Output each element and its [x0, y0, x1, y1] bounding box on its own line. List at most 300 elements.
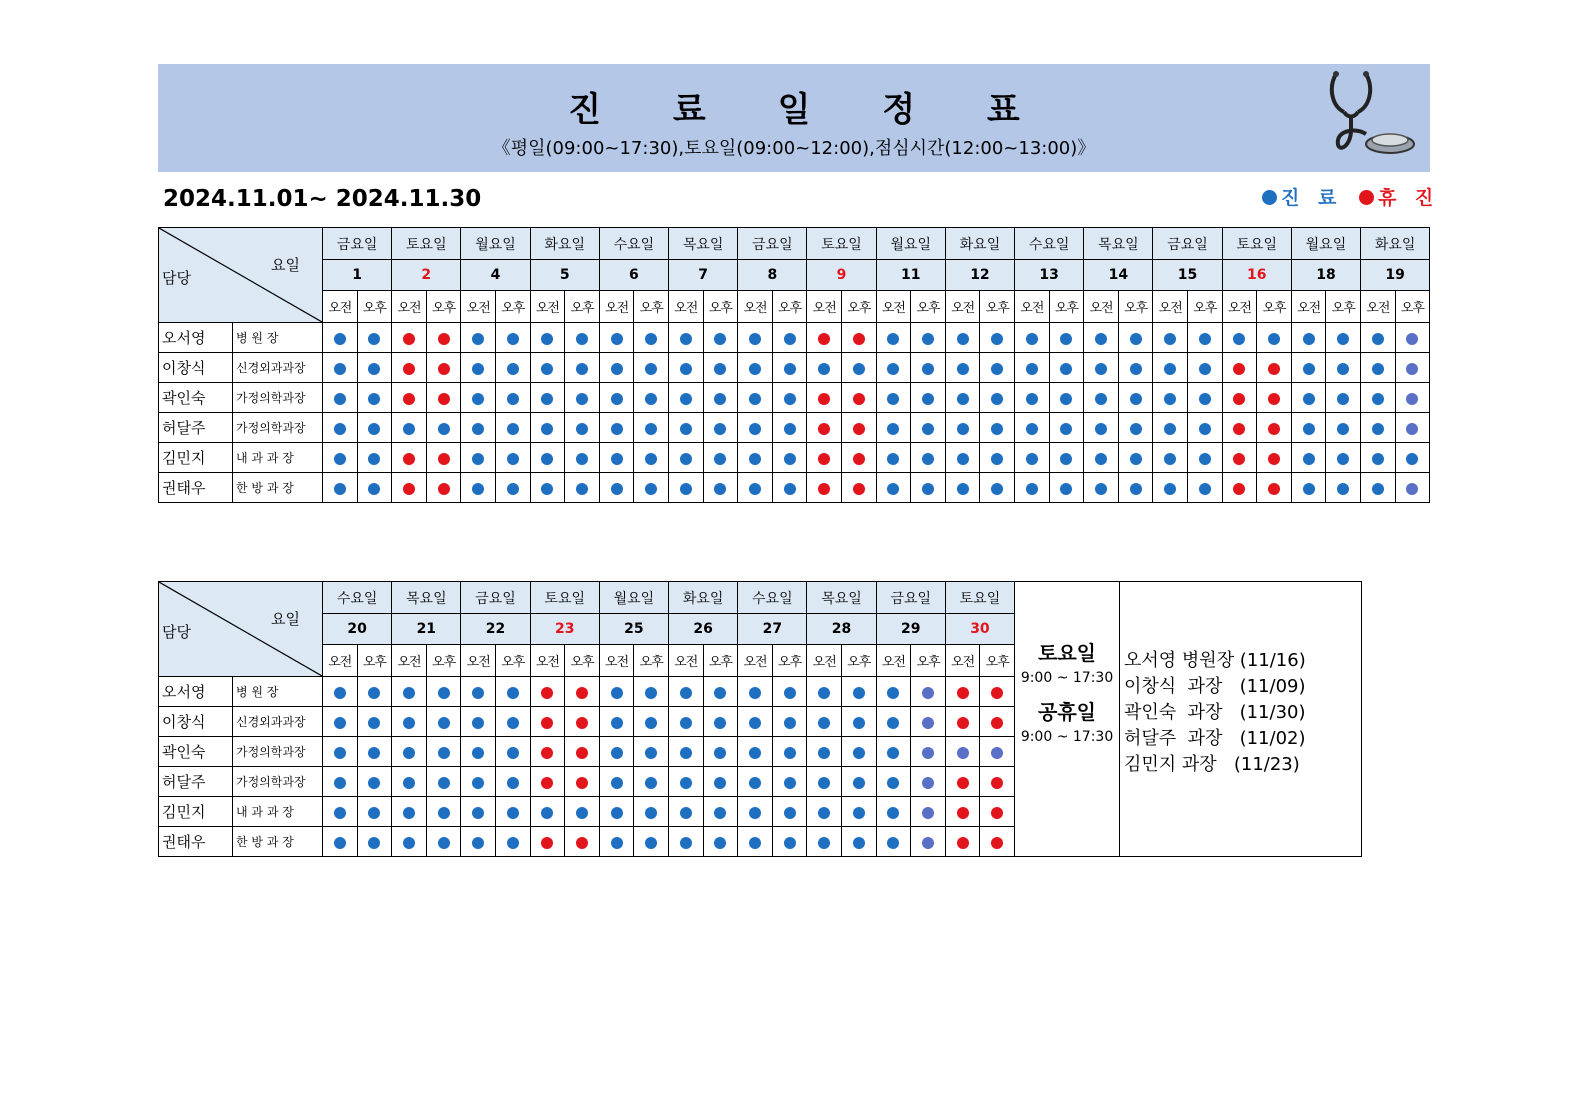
schedule-cell [1326, 443, 1361, 473]
weekday-header: 목요일 [807, 582, 876, 614]
schedule-cell [530, 443, 565, 473]
open-dot [680, 717, 692, 729]
open-dot [1406, 423, 1418, 435]
open-dot [922, 363, 934, 375]
schedule-cell [565, 353, 600, 383]
am-header: 오전 [1291, 291, 1326, 323]
open-dot [991, 363, 1003, 375]
schedule-cell [738, 353, 773, 383]
open-dot [368, 483, 380, 495]
open-dot [957, 363, 969, 375]
closed-dot [991, 777, 1003, 789]
open-dot [1406, 483, 1418, 495]
open-dot [1199, 423, 1211, 435]
closure-note: 곽인숙 과장 (11/30) [1124, 702, 1306, 723]
pm-header: 오후 [496, 291, 531, 323]
schedule-cell [496, 707, 531, 737]
schedule-cell [461, 473, 496, 503]
open-dot [1303, 453, 1315, 465]
doctor-name: 김민지 [159, 797, 233, 827]
schedule-cell [980, 827, 1015, 857]
schedule-cell [703, 413, 738, 443]
open-dot [1406, 363, 1418, 375]
open-dot [334, 807, 346, 819]
date-header: 20 [323, 614, 392, 645]
schedule-cell [599, 797, 634, 827]
open-dot [887, 807, 899, 819]
open-dot [611, 687, 623, 699]
closed-dot [541, 747, 553, 759]
date-header: 16 [1222, 260, 1291, 291]
am-header: 오전 [1084, 291, 1119, 323]
schedule-cell [842, 443, 877, 473]
open-dot [1164, 453, 1176, 465]
am-header: 오전 [945, 291, 980, 323]
open-dot [1303, 393, 1315, 405]
weekday-header: 화요일 [1361, 228, 1430, 260]
closed-dot [853, 453, 865, 465]
pm-header: 오후 [426, 645, 461, 677]
open-dot [887, 837, 899, 849]
open-dot [438, 423, 450, 435]
doctor-row [159, 383, 1430, 413]
open-dot [576, 453, 588, 465]
schedule-cell [530, 737, 565, 767]
schedule-cell [357, 353, 392, 383]
doctor-row [159, 443, 1430, 473]
open-dot [1026, 363, 1038, 375]
pm-header: 오후 [911, 291, 946, 323]
am-header: 오전 [669, 291, 704, 323]
open-dot [1095, 423, 1107, 435]
legend-closed-label: 휴 진 [1377, 187, 1440, 209]
open-dot [1262, 190, 1277, 205]
schedule-cell [669, 473, 704, 503]
schedule-cell [980, 473, 1015, 503]
schedule-cell [1326, 323, 1361, 353]
schedule-cell [565, 767, 600, 797]
pm-header: 오후 [496, 645, 531, 677]
schedule-cell [496, 827, 531, 857]
schedule-cell [1222, 413, 1257, 443]
closure-notes [1120, 582, 1362, 857]
closed-dot [541, 717, 553, 729]
schedule-cell [634, 443, 669, 473]
open-dot [749, 717, 761, 729]
open-dot [784, 333, 796, 345]
schedule-cell [980, 797, 1015, 827]
open-dot [1130, 453, 1142, 465]
open-dot [749, 687, 761, 699]
open-dot [507, 687, 519, 699]
weekday-header: 수요일 [599, 228, 668, 260]
closed-dot [1233, 423, 1245, 435]
open-dot [645, 333, 657, 345]
schedule-cell [1257, 473, 1292, 503]
open-dot [1303, 423, 1315, 435]
open-dot [368, 453, 380, 465]
schedule-cell [669, 737, 704, 767]
header-banner [158, 64, 1430, 172]
schedule-cell [669, 383, 704, 413]
open-dot [749, 747, 761, 759]
open-dot [541, 363, 553, 375]
schedule-cell [357, 677, 392, 707]
schedule-cell [1395, 413, 1430, 443]
schedule-cell [323, 767, 358, 797]
open-dot [749, 837, 761, 849]
date-header: 4 [461, 260, 530, 291]
am-header: 오전 [323, 645, 358, 677]
date-header: 25 [599, 614, 668, 645]
open-dot [611, 363, 623, 375]
am-header: 오전 [392, 645, 427, 677]
am-header: 오전 [1222, 291, 1257, 323]
open-dot [334, 837, 346, 849]
open-dot [368, 423, 380, 435]
date-header: 6 [599, 260, 668, 291]
open-dot [853, 717, 865, 729]
weekday-header: 목요일 [669, 228, 738, 260]
schedule-cell [1361, 443, 1396, 473]
am-header: 오전 [669, 645, 704, 677]
schedule-cell [1222, 473, 1257, 503]
open-dot [1372, 423, 1384, 435]
schedule-cell [772, 797, 807, 827]
schedule-cell [1257, 413, 1292, 443]
schedule-cell [876, 323, 911, 353]
schedule-cell [980, 413, 1015, 443]
open-dot [887, 333, 899, 345]
schedule-cell [1361, 413, 1396, 443]
open-dot [334, 453, 346, 465]
open-dot [472, 687, 484, 699]
open-dot [1337, 333, 1349, 345]
schedule-cell [392, 443, 427, 473]
schedule-cell [1395, 383, 1430, 413]
schedule-cell [876, 707, 911, 737]
schedule-cell [1395, 443, 1430, 473]
open-dot [368, 363, 380, 375]
schedule-cell [911, 443, 946, 473]
open-dot [472, 393, 484, 405]
schedule-cell [1257, 443, 1292, 473]
closed-dot [576, 837, 588, 849]
schedule-cell [461, 737, 496, 767]
open-dot [541, 423, 553, 435]
closed-dot [957, 807, 969, 819]
open-dot [645, 363, 657, 375]
schedule-cell [911, 827, 946, 857]
schedule-cell [565, 323, 600, 353]
closed-dot [991, 687, 1003, 699]
open-dot [818, 717, 830, 729]
schedule-cell [842, 353, 877, 383]
open-dot [438, 777, 450, 789]
open-dot [645, 393, 657, 405]
schedule-cell [599, 767, 634, 797]
schedule-cell [1326, 383, 1361, 413]
open-dot [472, 333, 484, 345]
open-dot [1060, 483, 1072, 495]
open-dot [784, 717, 796, 729]
open-dot [1372, 393, 1384, 405]
open-dot [541, 483, 553, 495]
schedule-cell [807, 353, 842, 383]
open-dot [472, 423, 484, 435]
schedule-cell [357, 413, 392, 443]
weekday-header: 토요일 [1222, 228, 1291, 260]
schedule-cell [1118, 443, 1153, 473]
schedule-cell [807, 767, 842, 797]
pm-header: 오후 [1118, 291, 1153, 323]
doctor-title: 신경외과과장 [233, 707, 323, 737]
schedule-cell [599, 473, 634, 503]
schedule-cell [669, 797, 704, 827]
schedule-cell [669, 413, 704, 443]
open-dot [887, 393, 899, 405]
open-dot [507, 807, 519, 819]
open-dot [680, 747, 692, 759]
date-header: 27 [738, 614, 807, 645]
schedule-cell [599, 737, 634, 767]
schedule-cell [357, 797, 392, 827]
schedule-cell [1153, 383, 1188, 413]
schedule-cell [634, 323, 669, 353]
schedule-cell [1049, 323, 1084, 353]
open-dot [1026, 483, 1038, 495]
open-dot [922, 423, 934, 435]
schedule-cell [1118, 353, 1153, 383]
schedule-cell [738, 737, 773, 767]
open-dot [1199, 393, 1211, 405]
schedule-cell [496, 797, 531, 827]
schedule-cell [323, 323, 358, 353]
schedule-cell [426, 413, 461, 443]
weekday-header: 수요일 [1015, 228, 1084, 260]
open-dot [853, 777, 865, 789]
pm-header: 오후 [1049, 291, 1084, 323]
weekday-header: 금요일 [461, 582, 530, 614]
legend [1262, 183, 1439, 210]
schedule-cell [980, 737, 1015, 767]
open-dot [334, 687, 346, 699]
schedule-cell [703, 827, 738, 857]
schedule-cell [669, 323, 704, 353]
open-dot [472, 483, 484, 495]
schedule-cell [599, 677, 634, 707]
open-dot [368, 747, 380, 759]
open-dot [887, 483, 899, 495]
schedule-cell [1084, 323, 1119, 353]
open-dot [1095, 393, 1107, 405]
schedule-cell [1153, 413, 1188, 443]
open-dot [680, 807, 692, 819]
open-dot [714, 837, 726, 849]
doctor-name: 오서영 [159, 323, 233, 353]
schedule-cell [911, 353, 946, 383]
doctor-title: 병 원 장 [233, 323, 323, 353]
closed-dot [438, 333, 450, 345]
open-dot [887, 687, 899, 699]
schedule-cell [807, 473, 842, 503]
schedule-cell [530, 383, 565, 413]
schedule-cell [426, 767, 461, 797]
schedule-cell [772, 443, 807, 473]
schedule-cell [807, 677, 842, 707]
open-dot [1060, 423, 1072, 435]
schedule-cell [1084, 353, 1119, 383]
date-header: 13 [1015, 260, 1084, 291]
open-dot [611, 807, 623, 819]
open-dot [1406, 393, 1418, 405]
open-dot [784, 453, 796, 465]
closed-dot [403, 453, 415, 465]
weekday-header: 금요일 [323, 228, 392, 260]
corner-weekday-label: 요일 [271, 610, 300, 628]
open-dot [403, 837, 415, 849]
closure-note: 허달주 과장 (11/02) [1124, 728, 1306, 749]
open-dot [1026, 453, 1038, 465]
open-dot [576, 423, 588, 435]
schedule-cell [461, 797, 496, 827]
schedule-cell [1015, 383, 1050, 413]
open-dot [334, 747, 346, 759]
open-dot [1199, 333, 1211, 345]
am-header: 오전 [461, 291, 496, 323]
doctor-title: 병 원 장 [233, 677, 323, 707]
pm-header: 오후 [634, 291, 669, 323]
open-dot [922, 333, 934, 345]
open-dot [1337, 423, 1349, 435]
date-header: 21 [392, 614, 461, 645]
schedule-cell [807, 383, 842, 413]
doctor-name: 권태우 [159, 473, 233, 503]
schedule-cell [1153, 323, 1188, 353]
open-dot [1130, 363, 1142, 375]
schedule-cell [565, 737, 600, 767]
open-dot [645, 423, 657, 435]
open-dot [714, 453, 726, 465]
schedule-cell [1049, 473, 1084, 503]
open-dot [680, 453, 692, 465]
schedule-cell [530, 323, 565, 353]
weekday-header: 금요일 [1153, 228, 1222, 260]
schedule-cell [945, 323, 980, 353]
schedule-cell [323, 473, 358, 503]
closed-dot [438, 393, 450, 405]
schedule-cell [461, 767, 496, 797]
schedule-cell [1049, 383, 1084, 413]
schedule-cell [426, 737, 461, 767]
corner-header [159, 582, 323, 677]
open-dot [611, 333, 623, 345]
schedule-cell [323, 827, 358, 857]
open-dot [784, 807, 796, 819]
schedule-cell [911, 323, 946, 353]
schedule-cell [842, 767, 877, 797]
schedule-cell [703, 353, 738, 383]
closed-dot [991, 717, 1003, 729]
date-header: 23 [530, 614, 599, 645]
date-header: 5 [530, 260, 599, 291]
am-header: 오전 [530, 645, 565, 677]
open-dot [438, 837, 450, 849]
date-header: 18 [1291, 260, 1360, 291]
schedule-cell [357, 383, 392, 413]
saturday-label: 토요일 [1038, 641, 1097, 665]
schedule-cell [772, 383, 807, 413]
schedule-table-2 [158, 581, 1362, 857]
schedule-cell [392, 413, 427, 443]
schedule-cell [392, 737, 427, 767]
schedule-cell [530, 677, 565, 707]
doctor-name: 김민지 [159, 443, 233, 473]
open-dot [853, 807, 865, 819]
open-dot [1130, 393, 1142, 405]
schedule-cell [807, 707, 842, 737]
open-dot [680, 777, 692, 789]
schedule-cell [876, 383, 911, 413]
schedule-cell [426, 383, 461, 413]
pm-header: 오후 [1257, 291, 1292, 323]
schedule-cell [703, 473, 738, 503]
open-dot [922, 483, 934, 495]
weekday-header: 월요일 [876, 228, 945, 260]
schedule-cell [876, 473, 911, 503]
open-dot [507, 363, 519, 375]
schedule-cell [496, 677, 531, 707]
open-dot [853, 363, 865, 375]
schedule-cell [530, 353, 565, 383]
corner-header [159, 228, 323, 323]
schedule-cell [634, 473, 669, 503]
open-dot [714, 687, 726, 699]
open-dot [922, 747, 934, 759]
schedule-cell [876, 737, 911, 767]
schedule-cell [530, 473, 565, 503]
open-dot [922, 717, 934, 729]
schedule-cell [357, 737, 392, 767]
schedule-cell [911, 737, 946, 767]
schedule-cell [772, 827, 807, 857]
schedule-cell [1118, 473, 1153, 503]
schedule-cell [807, 443, 842, 473]
schedule-cell [1153, 353, 1188, 383]
doctor-title: 내 과 과 장 [233, 797, 323, 827]
pm-header: 오후 [357, 291, 392, 323]
schedule-cell [876, 827, 911, 857]
open-dot [611, 717, 623, 729]
schedule-cell [1049, 353, 1084, 383]
schedule-cell [1326, 413, 1361, 443]
date-header: 11 [876, 260, 945, 291]
open-dot [1130, 333, 1142, 345]
pm-header: 오후 [911, 645, 946, 677]
open-dot [749, 333, 761, 345]
schedule-cell [565, 443, 600, 473]
pm-header: 오후 [772, 645, 807, 677]
schedule-cell [357, 767, 392, 797]
pm-header: 오후 [1326, 291, 1361, 323]
am-header: 오전 [599, 645, 634, 677]
closed-dot [576, 747, 588, 759]
am-header: 오전 [738, 645, 773, 677]
schedule-cell [842, 413, 877, 443]
open-dot [1199, 453, 1211, 465]
open-dot [1406, 453, 1418, 465]
date-header: 19 [1361, 260, 1430, 291]
